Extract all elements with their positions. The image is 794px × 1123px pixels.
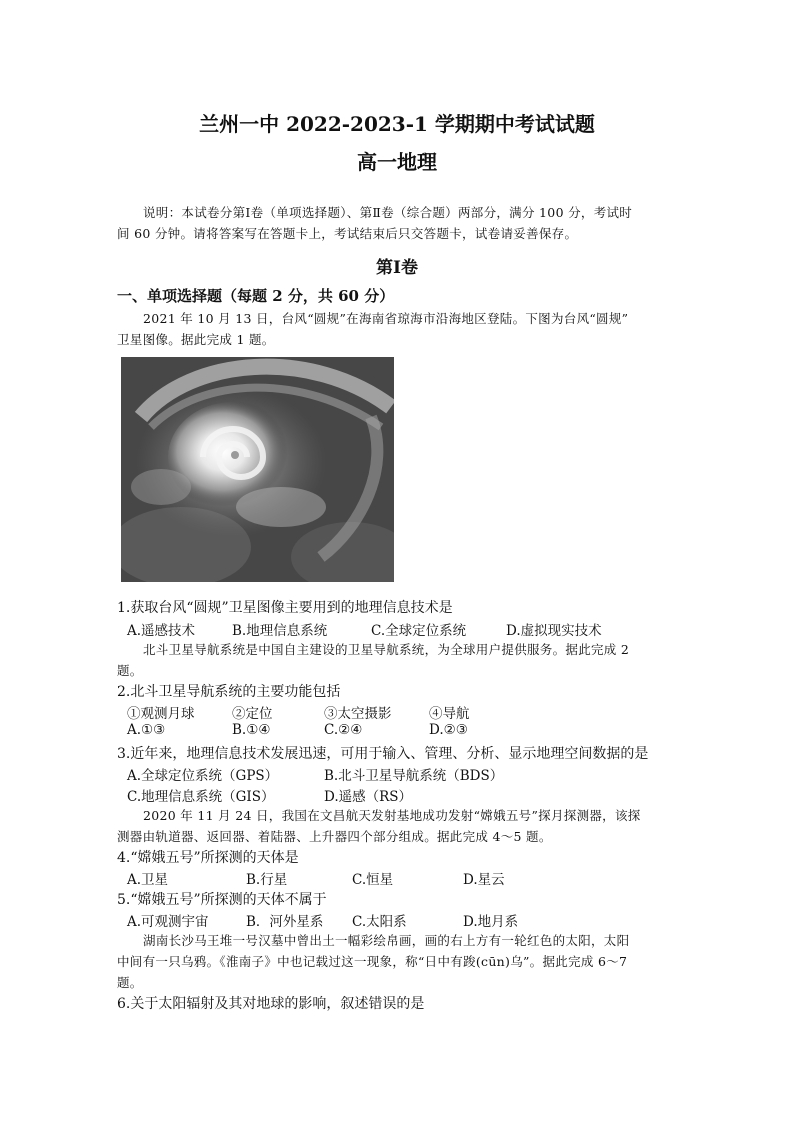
instructions-line-1: 说明：本试卷分第Ⅰ卷（单项选择题）、第Ⅱ卷（综合题）两部分，满分 100 分，考试时: [143, 205, 633, 220]
q2-option-a: A.①③: [127, 722, 166, 738]
q4-stem: 4.“嫦娥五号”所探测的天体是: [117, 850, 299, 866]
q4-option-c: C.恒星: [352, 872, 394, 888]
section-heading: 一、单项选择题（每题 2 分，共 60 分）: [117, 287, 395, 305]
q2-item-1: ①观测月球: [127, 706, 195, 722]
q2-option-c: C.②④: [324, 722, 363, 738]
context-2-line-2: 题。: [117, 663, 143, 678]
q5-option-c: C.太阳系: [352, 914, 407, 930]
q2-item-3: ③太空摄影: [324, 706, 392, 722]
q3-option-a: A.全球定位系统（GPS）: [127, 768, 279, 784]
q5-stem: 5.“嫦娥五号”所探测的天体不属于: [117, 892, 327, 908]
context-4-line-1: 湖南长沙马王堆一号汉墓中曾出土一幅彩绘帛画，画的右上方有一轮红色的太阳，太阳: [143, 933, 630, 948]
q1-option-a: A.遥感技术: [127, 623, 196, 639]
context-3-line-1: 2020 年 11 月 24 日，我国在文昌航天发射基地成功发射“嫦娥五号”探月探测器，该探: [143, 808, 641, 823]
q5-option-a: A.可观测宇宙: [127, 914, 209, 930]
q3-option-c: C.地理信息系统（GIS）: [127, 789, 275, 805]
q1-stem: 1.获取台风“圆规”卫星图像主要用到的地理信息技术是: [117, 600, 453, 616]
q1-option-c: C.全球定位系统: [371, 623, 467, 639]
exam-title: 兰州一中 2022-2023-1 学期期中考试试题: [199, 112, 595, 136]
q5-option-b: B．河外星系: [246, 914, 324, 930]
context-1-line-2: 卫星图像。据此完成 1 题。: [117, 332, 275, 347]
instructions-line-2: 间 60 分钟。请将答案写在答题卡上，考试结束后只交答题卡，试卷请妥善保存。: [117, 226, 578, 241]
q4-option-b: B.行星: [246, 872, 288, 888]
q2-option-b: B.①④: [232, 722, 271, 738]
volume-heading: 第Ⅰ卷: [376, 258, 418, 278]
context-4-line-2: 中间有一只乌鸦。《淮南子》中也记载过这一现象，称“日中有踆(cūn)乌”。据此完成 6～7: [117, 954, 628, 969]
q1-option-b: B.地理信息系统: [232, 623, 328, 639]
exam-subtitle: 高一地理: [357, 150, 437, 174]
q2-item-4: ④导航: [429, 706, 470, 722]
context-3-line-2: 测器由轨道器、返回器、着陆器、上升器四个部分组成。据此完成 4～5 题。: [117, 829, 552, 844]
context-2-line-1: 北斗卫星导航系统是中国自主建设的卫星导航系统，为全球用户提供服务。据此完成 2: [143, 642, 630, 657]
q2-option-d: D.②③: [429, 722, 468, 738]
context-4-line-3: 题。: [117, 975, 143, 990]
q5-option-d: D.地月系: [463, 914, 519, 930]
q1-option-d: D.虚拟现实技术: [506, 623, 602, 639]
q3-option-b: B.北斗卫星导航系统（BDS）: [324, 768, 504, 784]
context-1-line-1: 2021 年 10 月 13 日，台风“圆规”在海南省琼海市沿海地区登陆。下图为台风“圆规”: [143, 311, 629, 326]
q2-item-2: ②定位: [232, 706, 273, 722]
q6-stem: 6.关于太阳辐射及其对地球的影响，叙述错误的是: [117, 996, 425, 1012]
q4-option-a: A.卫星: [127, 872, 169, 888]
q4-option-d: D.星云: [463, 872, 505, 888]
q3-option-d: D.遥感（RS）: [324, 789, 413, 805]
typhoon-satellite-image: [121, 357, 394, 582]
q2-stem: 2.北斗卫星导航系统的主要功能包括: [117, 684, 341, 700]
q3-stem: 3.近年来，地理信息技术发展迅速，可用于输入、管理、分析、显示地理空间数据的是: [117, 746, 649, 762]
